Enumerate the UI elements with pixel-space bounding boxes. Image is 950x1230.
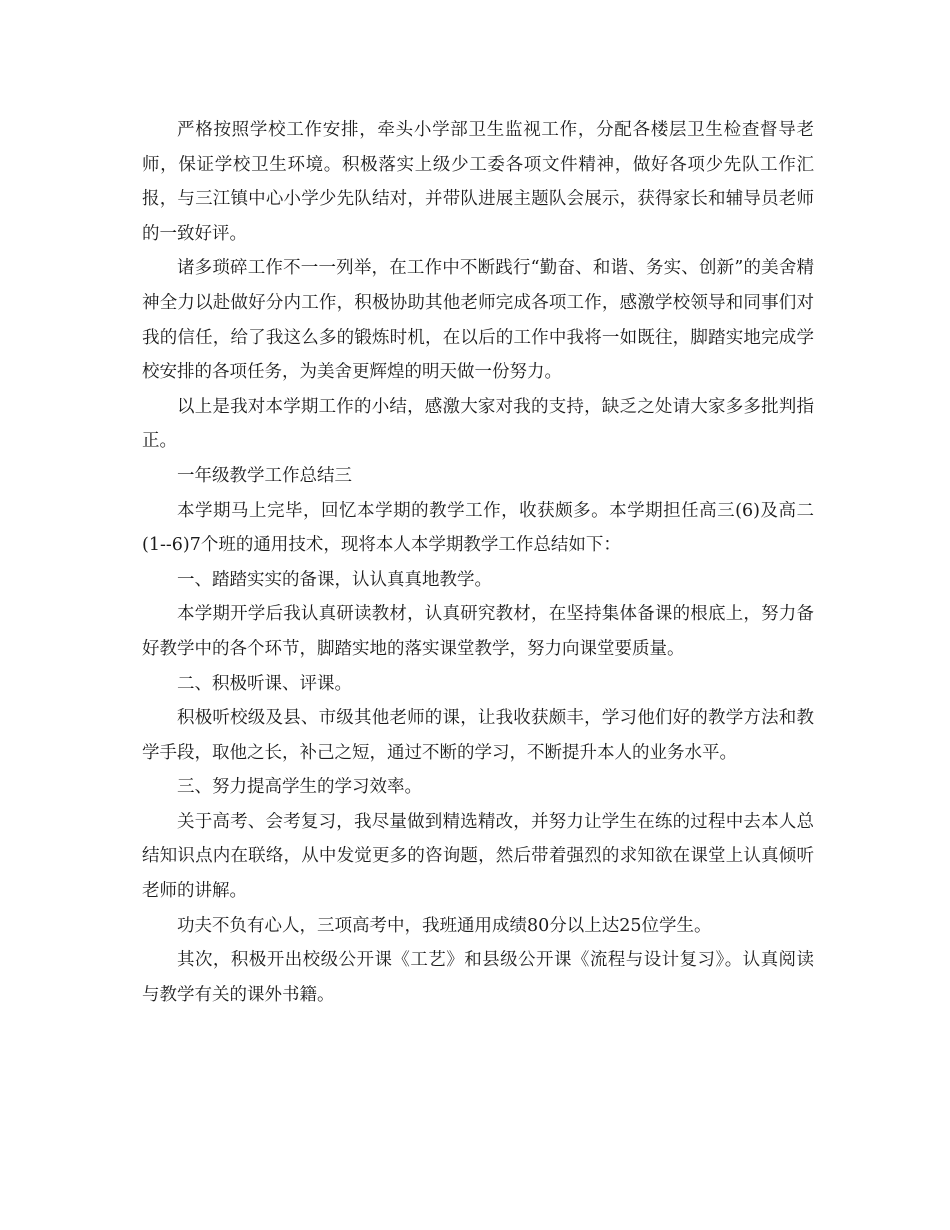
paragraph-results: 功夫不负有心人，三项高考中，我班通用成绩80分以上达25位学生。 [177,915,712,936]
section-heading: 一年级教学工作总结三 [177,465,352,486]
paragraph-intro: 本学期马上完毕，回忆本学期的教学工作，收获颇多。本学期担任高三(6)及高二(1--6)7个班的通用技术，现将本人本学期教学工作总结如下： [142,500,814,556]
subheading-efficiency: 三、努力提高学生的学习效率。 [177,777,422,798]
subheading-observe-classes: 二、积极听课、评课。 [177,673,352,694]
subheading-lesson-prep: 一、踏踏实实的备课，认认真真地教学。 [177,569,492,590]
paragraph-summary-closing: 以上是我对本学期工作的小结，感激大家对我的支持，缺乏之处请大家多多批判指正。 [142,396,814,452]
paragraph-hygiene-work: 严格按照学校工作安排，牵头小学部卫生监视工作，分配各楼层卫生检查督导老师，保证学校卫生环境。积极落实上级少工委各项文件精神，做好各项少先队工作汇报，与三江镇中心小学少先队结对，并带队进展主题队会展示，获得家长和辅导员老师的一致好评。 [142,120,814,244]
paragraph-efficiency: 关于高考、会考复习，我尽量做到精选精改，并努力让学生在练的过程中去本人总结知识点内在联络，从中发觉更多的咨询题，然后带着强烈的求知欲在课堂上认真倾听老师的讲解。 [142,811,814,902]
paragraph-lesson-prep: 本学期开学后我认真研读教材，认真研究教材，在坚持集体备课的根底上，努力备好教学中的各个环节，脚踏实地的落实课堂教学，努力向课堂要质量。 [142,604,814,659]
document-body [142,113,814,1012]
paragraph-open-classes: 其次，积极开出校级公开课《工艺》和县级公开课《流程与设计复习》。认真阅读与教学有关的课外书籍。 [142,950,814,1005]
paragraph-daily-work: 诸多琐碎工作不一一列举，在工作中不断践行“勤奋、和谐、务实、创新”的美舍精神全力以赴做好分内工作，积极协助其他老师完成各项工作，感激学校领导和同事们对我的信任，给了我这么多的锻炼时机，在以后的工作中我将一如既往，脚踏实地完成学校安排的各项任务，为美舍更辉煌的明天做一份努力。 [142,258,814,383]
paragraph-observe-classes: 积极听校级及县、市级其他老师的课，让我收获颇丰，学习他们好的教学方法和教学手段，取他之长，补己之短，通过不断的学习，不断提升本人的业务水平。 [142,708,814,763]
